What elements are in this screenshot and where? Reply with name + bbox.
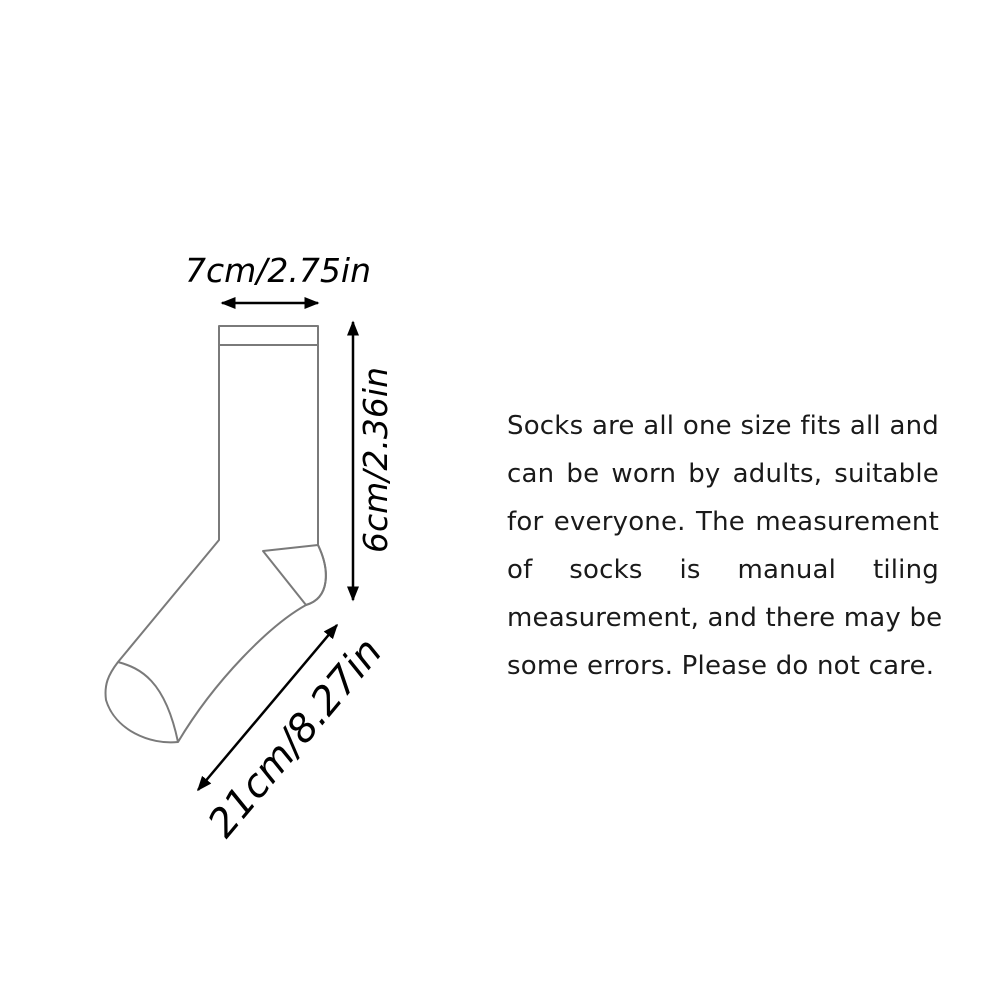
sock-body-outline [106,326,326,742]
description-line: some errors. Please do not care. [507,651,935,681]
size-description [507,402,943,690]
description-line: Socks are all one size fits all and [507,411,939,441]
sock-toe-outline [118,662,178,742]
description-line: of socks is manual tiling [507,555,939,585]
description-line: for everyone. The measurement [507,507,939,537]
length-label: 21cm/8.27in [199,629,392,847]
description-line: can be worn by adults, suitable [507,459,939,489]
description-line: measurement, and there may be [507,603,943,633]
sock-illustration [106,326,326,742]
width-label: 7cm/2.75in [185,251,371,290]
sock-heel-outline [263,545,326,605]
height-label: 6cm/2.36in [356,367,395,553]
